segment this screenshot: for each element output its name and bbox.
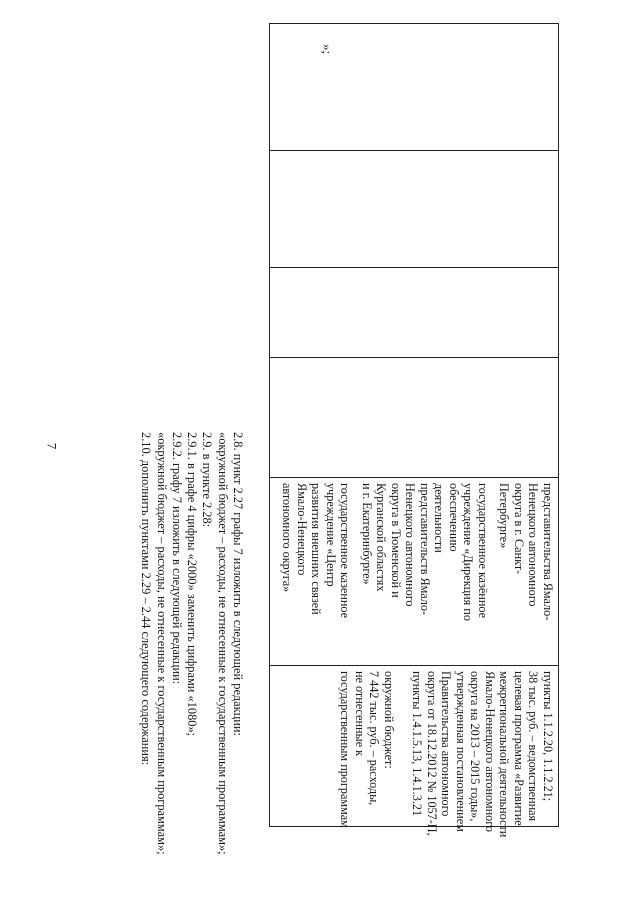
table-cell-number <box>270 24 559 151</box>
table-cell-organization <box>270 478 559 666</box>
text-line: Ямало-Ненецкого автономного <box>483 671 497 833</box>
text-line: учреждение «Центр <box>324 483 338 587</box>
text-line: представительства Ямало- <box>541 483 555 621</box>
organization-entry <box>360 483 491 660</box>
body-line: 2.9.2. графу 7 изложить в следующей редакции: <box>169 432 184 685</box>
text-line: округа на 2013 – 2015 годы», <box>468 671 483 822</box>
text-line: учреждение «Дирекция по <box>461 483 476 621</box>
text-line: Ямало-Ненецкого <box>295 483 309 576</box>
text-line: Ненецкого автономного <box>403 483 418 607</box>
text-line: округа от 18.12.2012 № 1057-П, <box>425 671 439 836</box>
text-line: пункты 1.1.2.20, 1.1.2.21; <box>541 671 555 802</box>
text-line: государственное казённое <box>476 483 490 619</box>
body-line: 2.9.1. в графе 4 цифры «2000» заменить цифрами «1080»; <box>185 432 200 737</box>
text-line: округа в г. Санкт- <box>512 483 526 575</box>
text-line: Петербурге» <box>497 483 512 549</box>
funding-entry <box>338 671 396 828</box>
text-line: Правительства автономного <box>439 671 454 817</box>
body-line: «окружной бюджет – расходы, не отнесенные к государственным программам»; <box>154 432 169 855</box>
organization-entry <box>280 483 353 660</box>
body-line: 2.9. в пункте 2.28: <box>200 432 215 528</box>
page-number: 7 <box>44 442 60 450</box>
text-line: утвержденная постановлением <box>454 671 468 832</box>
table-cell-empty <box>270 358 559 478</box>
text-line: целевая программа «Развитие <box>512 671 526 826</box>
table-row <box>270 24 559 827</box>
text-line: развития внешних связей <box>309 483 324 615</box>
text-line: 7 442 тыс. руб. – расходы, <box>367 671 382 806</box>
body-line: 2.10. дополнить пунктами 2.29 – 2.44 следующего содержания: <box>139 432 154 766</box>
table-cell-empty <box>270 151 559 268</box>
table-cell-empty <box>270 268 559 358</box>
table-cell-funding-source <box>270 666 559 838</box>
text-line: деятельности <box>432 483 447 553</box>
text-line: государственное казенное <box>338 483 353 619</box>
text-line: и г. Екатеринбурге» <box>360 483 374 585</box>
body-line: 2.8. пункт 2.27 графы 7 изложить в следующей редакции: <box>231 432 245 736</box>
funding-entry <box>410 671 555 838</box>
text-line: автономного округа» <box>280 483 295 593</box>
text-line: обеспечению <box>447 483 461 552</box>
text-line: окружной бюджет: <box>382 671 396 769</box>
text-line: межрегиональной деятельности <box>497 671 512 838</box>
text-line: пункты 1.4.1.5.13, 1.4.1.3.21 <box>410 671 425 817</box>
text-line: представительств Ямало- <box>418 483 432 616</box>
budget-table <box>269 23 559 838</box>
text-line: Курганской областях <box>374 483 389 592</box>
text-line: не отнесенные к <box>353 671 367 757</box>
text-line: Ненецкого автономного <box>526 483 541 607</box>
text-line: округа в Тюменской и <box>389 483 403 598</box>
text-line: 38 тыс. руб. – ведомственная <box>526 671 541 822</box>
organization-entry <box>497 483 555 660</box>
body-line: «окружной бюджет – расходы, не отнесенные к государственным программам»; <box>215 432 230 855</box>
amendment-text <box>138 432 245 892</box>
text-line: государственным программам <box>338 671 353 828</box>
closing-quote-mark: »; <box>320 44 335 55</box>
